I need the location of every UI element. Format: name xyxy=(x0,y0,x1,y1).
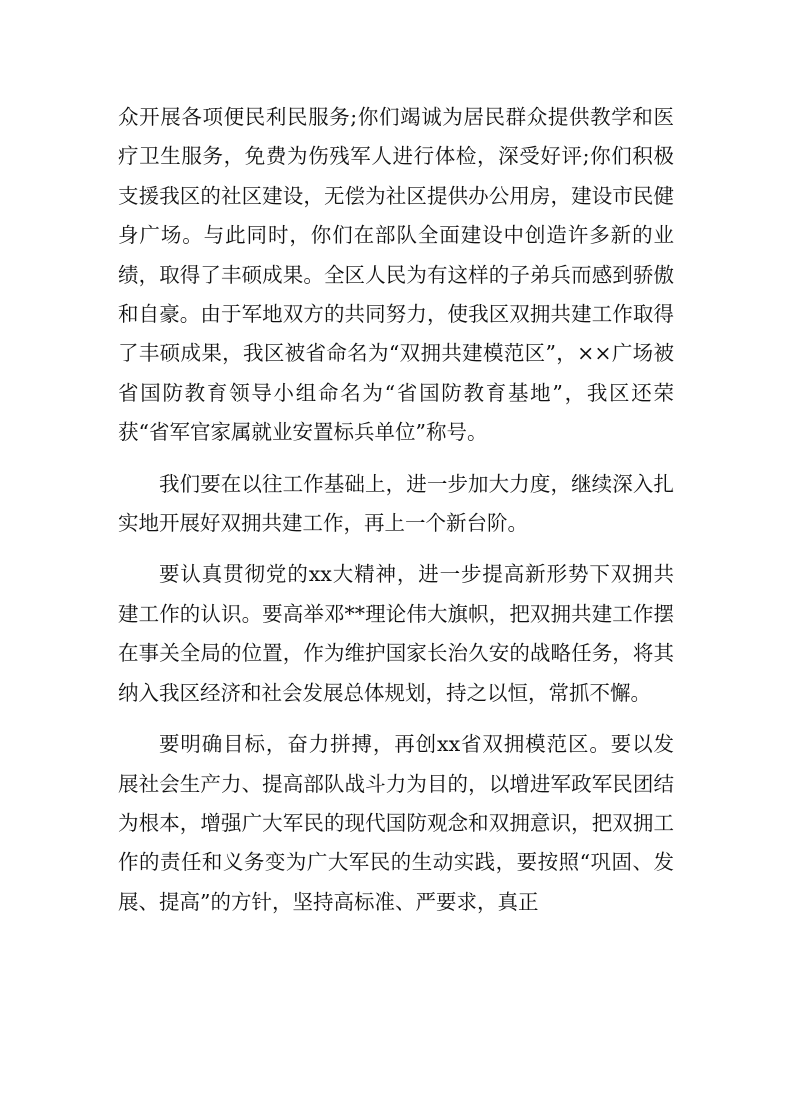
paragraph-4: 要明确目标，奋力拼搏，再创xx省双拥模范区。要以发展社会生产力、提高部队战斗力为目的，以增进军政军民团结为根本，增强广大军民的现代国防观念和双拥意识，把双拥工作的责任和义务变为广大军民的生动实践，要按照“巩固、发展、提高”的方针，坚持高标准、严要求，真正 xyxy=(118,732,674,914)
paragraph-3: 要认真贯彻党的xx大精神，进一步提高新形势下双拥共建工作的认识。要高举邓**理论伟大旗帜，把双拥共建工作摆在事关全局的位置，作为维护国家长治久安的战略任务，将其纳入我区经济和社会发展总体规划，持之以恒，常抓不懈。 xyxy=(118,562,674,705)
paragraph-continuation: 众开展各项便民利民服务;你们竭诚为居民群众提供教学和医疗卫生服务，免费为伤残军人进行体检，深受好评;你们积极支援我区的社区建设，无偿为社区提供办公用房，建设市民健身广场。与此同时，你们在部队全面建设中创造许多新的业绩，取得了丰硕成果。全区人民为有这样的子弟兵而感到骄傲和自豪。由于军地双方的共同努力，使我区双拥共建工作取得了丰硕成果，我区被省命名为“双拥共建模范区”，××广场被省国防教育领导小组命名为“省国防教育基地”，我区还荣获“省军官家属就业安置标兵单位”称号。 xyxy=(118,105,674,445)
paragraph-2: 我们要在以往工作基础上，进一步加大力度，继续深入扎实地开展好双拥共建工作，再上一个新台阶。 xyxy=(118,471,674,536)
document-body xyxy=(118,98,674,922)
